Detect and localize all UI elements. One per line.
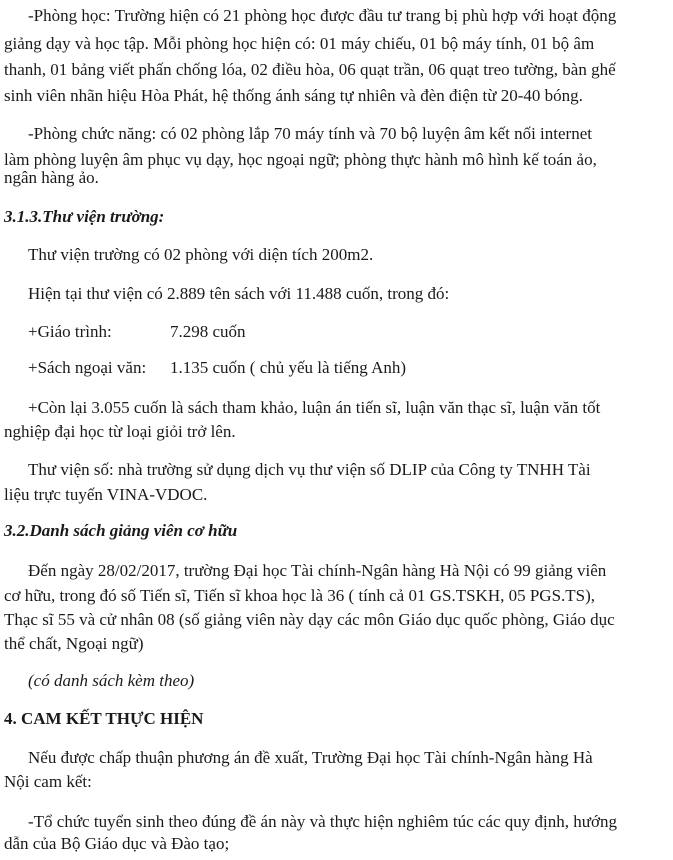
foreign-books-value: 1.135 cuốn ( chủ yếu là tiếng Anh) (170, 358, 407, 377)
textbooks-value: 7.298 cuốn (170, 322, 246, 341)
paragraph-lecturers-line-4: thể chất, Ngoại ngữ) (4, 634, 144, 653)
paragraph-classrooms-line-3: thanh, 01 bảng viết phấn chống lóa, 02 điều hòa, 06 quạt trần, 06 quạt treo tường, bàn ghế (4, 60, 616, 79)
paragraph-enrollment-line-2: dẫn của Bộ Giáo dục và Đào tạo; (4, 834, 230, 853)
paragraph-function-rooms-line-3: ngân hàng ảo. (4, 168, 99, 187)
heading-3-2-lecturers: 3.2.Danh sách giảng viên cơ hữu (4, 521, 238, 540)
paragraph-lecturers-line-3: Thạc sĩ 55 và cử nhân 08 (số giảng viên này dạy các môn Giáo dục quốc phòng, Giáo dục (4, 610, 615, 629)
paragraph-lecturers-line-1: Đến ngày 28/02/2017, trường Đại học Tài chính-Ngân hàng Hà Nội có 99 giảng viên (28, 561, 607, 580)
paragraph-remaining-books-line-2: nghiệp đại học từ loại giỏi trở lên. (4, 422, 236, 441)
heading-4-commitment: 4. CAM KẾT THỰC HIỆN (4, 709, 204, 728)
paragraph-commitment-line-1: Nếu được chấp thuận phương án đề xuất, Trường Đại học Tài chính-Ngân hàng Hà (28, 748, 593, 767)
paragraph-digital-library-line-2: liệu trực tuyến VINA-VDOC. (4, 485, 208, 504)
textbooks-label: +Giáo trình: (28, 322, 112, 341)
paragraph-library-books: Hiện tại thư viện có 2.889 tên sách với 11.488 cuốn, trong đó: (28, 284, 450, 303)
paragraph-classrooms-line-1: -Phòng học: Trường hiện có 21 phòng học được đầu tư trang bị phù hợp với hoạt động (28, 6, 617, 25)
paragraph-remaining-books-line-1: +Còn lại 3.055 cuốn là sách tham khảo, luận án tiến sĩ, luận văn thạc sĩ, luận văn tốt (28, 398, 601, 417)
list-item-foreign-books (28, 358, 528, 378)
paragraph-function-rooms-line-1: -Phòng chức năng: có 02 phòng lắp 70 máy tính và 70 bộ luyện âm kết nối internet (28, 124, 592, 143)
paragraph-classrooms-line-4: sinh viên nhãn hiệu Hòa Phát, hệ thống ánh sáng tự nhiên và đèn điện từ 20-40 bóng. (4, 86, 583, 105)
paragraph-lecturers-line-2: cơ hữu, trong đó số Tiến sĩ, Tiến sĩ khoa học là 36 ( tính cả 01 GS.TSKH, 05 PGS.TS), (4, 586, 596, 605)
paragraph-classrooms-line-2: giảng dạy và học tập. Mỗi phòng học hiện có: 01 máy chiếu, 01 bộ máy tính, 01 bộ âm (4, 34, 595, 53)
paragraph-commitment-line-2: Nội cam kết: (4, 772, 92, 791)
paragraph-enrollment-line-1: -Tổ chức tuyển sinh theo đúng đề án này và thực hiện nghiêm túc các quy định, hướng (28, 812, 617, 831)
heading-3-1-3-library: 3.1.3.Thư viện trường: (4, 207, 165, 226)
paragraph-function-rooms-line-2: làm phòng luyện âm phục vụ dạy, học ngoại ngữ; phòng thực hành mô hình kế toán ảo, (4, 150, 597, 169)
list-item-textbooks (28, 322, 428, 342)
note-attached-list: (có danh sách kèm theo) (28, 671, 195, 690)
foreign-books-label: +Sách ngoại văn: (28, 358, 147, 377)
paragraph-library-rooms: Thư viện trường có 02 phòng với diện tích 200m2. (28, 245, 374, 264)
paragraph-digital-library-line-1: Thư viện số: nhà trường sử dụng dịch vụ thư viện số DLIP của Công ty TNHH Tài (28, 460, 591, 479)
